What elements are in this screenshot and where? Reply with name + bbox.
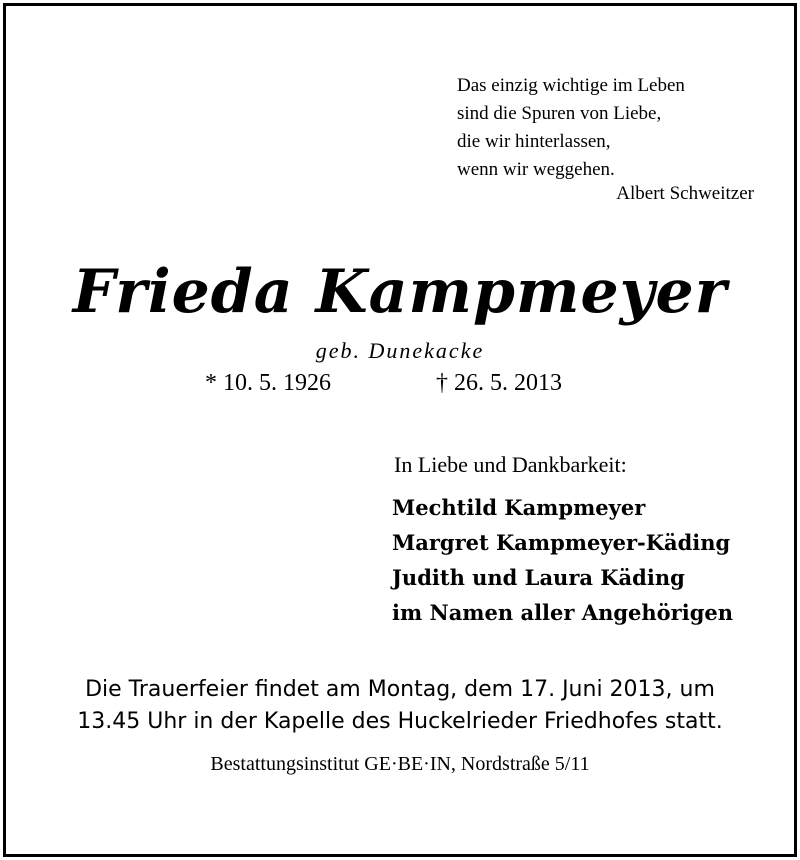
death-date: † 26. 5. 2013 <box>436 370 562 396</box>
quote-author: Albert Schweitzer <box>616 183 754 204</box>
deceased-name: Frieda Kampmeyer <box>72 257 728 327</box>
birth-date: * 10. 5. 1926 <box>205 370 331 396</box>
mourner-name: Margret Kampmeyer-Käding <box>392 530 731 555</box>
mourner-name: Judith und Laura Käding <box>392 565 685 590</box>
funeral-home: Bestattungsinstitut GE·BE·IN, Nordstraße 5/11 <box>210 753 590 775</box>
mourners-intro: In Liebe und Dankbarkeit: <box>394 452 627 477</box>
ceremony-line: 13.45 Uhr in der Kapelle des Huckelrieder Friedhofes statt. <box>77 709 723 734</box>
birth-name: geb. Dunekacke <box>315 338 485 363</box>
mourner-name: Mechtild Kampmeyer <box>392 495 646 520</box>
quote-line: die wir hinterlassen, <box>457 131 611 152</box>
quote-line: Das einzig wichtige im Leben <box>457 75 685 96</box>
ceremony-info <box>0 674 800 738</box>
mourners-list <box>392 490 733 630</box>
quote-line: sind die Spuren von Liebe, <box>457 103 662 124</box>
ceremony-line: Die Trauerfeier findet am Montag, dem 17. Juni 2013, um <box>85 677 715 702</box>
memorial-quote <box>457 72 757 184</box>
mourner-name: im Namen aller Angehörigen <box>392 600 734 625</box>
quote-line: wenn wir weggehen. <box>457 159 615 180</box>
